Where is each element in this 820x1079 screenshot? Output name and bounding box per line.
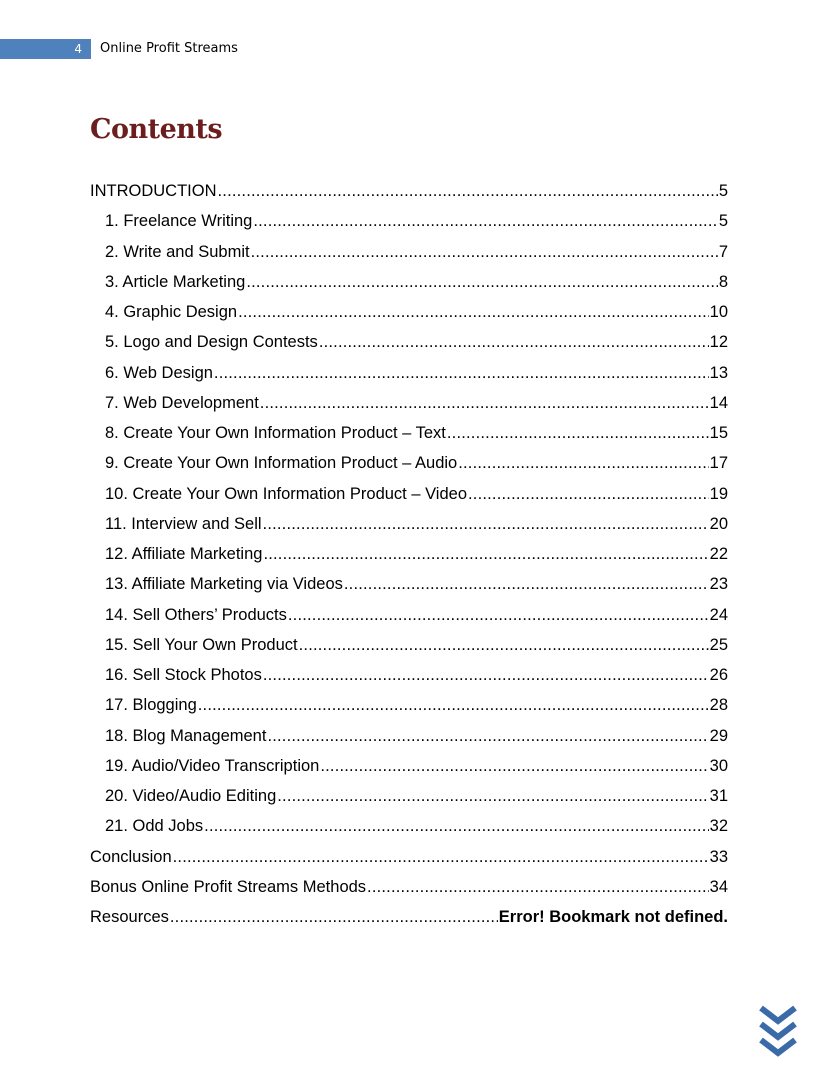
toc-dot-leader <box>173 842 709 872</box>
toc-entry-page-number: 13 <box>709 363 728 382</box>
toc-entry-title: INTRODUCTION <box>90 182 217 200</box>
toc-entry[interactable] <box>90 721 728 751</box>
toc-entry[interactable] <box>90 751 728 781</box>
toc-entry[interactable] <box>90 842 728 872</box>
toc-dot-leader <box>344 569 709 599</box>
table-of-contents <box>90 176 728 932</box>
toc-dot-leader <box>214 358 709 388</box>
toc-entry-page-number: 5 <box>718 212 728 231</box>
toc-entry-title: 15. Sell Your Own Product <box>105 635 298 654</box>
toc-entry-title: 19. Audio/Video Transcription <box>105 756 320 775</box>
toc-entry-title: 1. Freelance Writing <box>105 212 253 231</box>
toc-dot-leader <box>263 509 709 539</box>
toc-entry-title: 18. Blog Management <box>105 726 267 745</box>
toc-dot-leader <box>263 660 709 690</box>
toc-entry[interactable] <box>90 479 728 509</box>
toc-entry-title: 9. Create Your Own Information Product – Audio <box>105 454 458 473</box>
toc-entry-title: Resources <box>90 908 169 926</box>
toc-entry-page-number: Error! Bookmark not defined. <box>498 908 728 926</box>
toc-entry[interactable] <box>90 509 728 539</box>
toc-entry-page-number: 22 <box>709 545 728 563</box>
toc-entry[interactable] <box>90 297 728 327</box>
toc-entry-title: 5. Logo and Design Contests <box>105 333 318 352</box>
toc-entry-title: 2. Write and Submit <box>105 242 250 261</box>
toc-dot-leader <box>468 479 709 509</box>
toc-dot-leader <box>367 872 709 902</box>
toc-entry[interactable] <box>90 630 728 660</box>
toc-dot-leader <box>238 297 709 327</box>
toc-entry[interactable] <box>90 388 728 418</box>
toc-entry-page-number: 24 <box>709 605 728 624</box>
toc-entry-title: 20. Video/Audio Editing <box>105 787 277 805</box>
toc-entry-page-number: 20 <box>709 514 728 533</box>
toc-entry-title: Bonus Online Profit Streams Methods <box>90 877 367 896</box>
toc-entry-page-number: 10 <box>709 303 728 321</box>
page-title: Contents <box>90 114 223 145</box>
toc-dot-leader <box>251 237 718 267</box>
toc-entry[interactable] <box>90 448 728 478</box>
toc-entry-title: 17. Blogging <box>105 696 197 715</box>
toc-entry[interactable] <box>90 690 728 720</box>
toc-entry-page-number: 19 <box>709 484 728 503</box>
toc-entry-page-number: 17 <box>709 454 728 473</box>
toc-dot-leader <box>458 448 708 478</box>
toc-entry[interactable] <box>90 600 728 630</box>
toc-entry[interactable] <box>90 206 728 236</box>
chevron-down-triple-icon[interactable] <box>758 1004 798 1058</box>
toc-entry-page-number: 31 <box>709 787 728 805</box>
toc-entry[interactable] <box>90 176 728 206</box>
toc-entry-page-number: 5 <box>718 182 728 200</box>
toc-dot-leader <box>319 327 709 357</box>
toc-dot-leader <box>263 539 708 569</box>
toc-entry[interactable] <box>90 660 728 690</box>
toc-entry-title: 16. Sell Stock Photos <box>105 666 262 684</box>
toc-entry-page-number: 8 <box>718 272 728 291</box>
toc-entry[interactable] <box>90 267 728 297</box>
toc-dot-leader <box>204 811 708 841</box>
toc-dot-leader <box>277 781 708 811</box>
toc-dot-leader <box>320 751 708 781</box>
toc-entry-title: 13. Affiliate Marketing via Videos <box>105 575 343 594</box>
toc-dot-leader <box>198 690 709 720</box>
toc-entry[interactable] <box>90 418 728 448</box>
toc-entry-page-number: 23 <box>709 575 728 594</box>
toc-entry-title: 8. Create Your Own Information Product – Text <box>105 424 446 442</box>
toc-dot-leader <box>170 902 498 932</box>
toc-entry-title: 3. Article Marketing <box>105 272 246 291</box>
toc-entry[interactable] <box>90 237 728 267</box>
toc-entry-page-number: 28 <box>709 696 728 715</box>
toc-dot-leader <box>267 721 708 751</box>
toc-entry-page-number: 30 <box>709 756 728 775</box>
toc-entry-page-number: 12 <box>709 333 728 352</box>
toc-dot-leader <box>260 388 709 418</box>
toc-entry-title: 4. Graphic Design <box>105 303 238 321</box>
toc-entry-title: 14. Sell Others’ Products <box>105 605 287 624</box>
toc-entry-page-number: 29 <box>709 726 728 745</box>
toc-entry-page-number: 15 <box>709 424 728 442</box>
toc-dot-leader <box>288 600 709 630</box>
toc-entry-title: Conclusion <box>90 847 172 866</box>
toc-dot-leader <box>218 176 718 206</box>
toc-entry[interactable] <box>90 569 728 599</box>
header-page-number: 4 <box>0 39 91 59</box>
toc-entry-page-number: 26 <box>709 666 728 684</box>
toc-entry-page-number: 25 <box>709 635 728 654</box>
toc-entry[interactable] <box>90 811 728 841</box>
toc-entry-title: 6. Web Design <box>105 363 213 382</box>
toc-entry[interactable] <box>90 327 728 357</box>
toc-entry-title: 21. Odd Jobs <box>105 817 204 836</box>
toc-entry-title: 12. Affiliate Marketing <box>105 545 263 563</box>
toc-entry-page-number: 14 <box>709 393 728 412</box>
toc-entry[interactable] <box>90 902 728 932</box>
header-title: Online Profit Streams <box>100 41 238 56</box>
toc-entry-title: 7. Web Development <box>105 393 259 412</box>
toc-entry-page-number: 34 <box>709 877 728 896</box>
toc-entry-title: 10. Create Your Own Information Product – Video <box>105 484 468 503</box>
toc-entry-page-number: 7 <box>718 242 728 261</box>
toc-entry-title: 11. Interview and Sell <box>105 514 262 533</box>
toc-entry[interactable] <box>90 358 728 388</box>
toc-dot-leader <box>246 267 718 297</box>
toc-entry[interactable] <box>90 781 728 811</box>
toc-entry-page-number: 33 <box>709 847 728 866</box>
toc-entry-page-number: 32 <box>709 817 728 836</box>
toc-dot-leader <box>447 418 709 448</box>
toc-entry[interactable] <box>90 872 728 902</box>
toc-entry[interactable] <box>90 539 728 569</box>
toc-dot-leader <box>253 206 717 236</box>
toc-dot-leader <box>299 630 709 660</box>
